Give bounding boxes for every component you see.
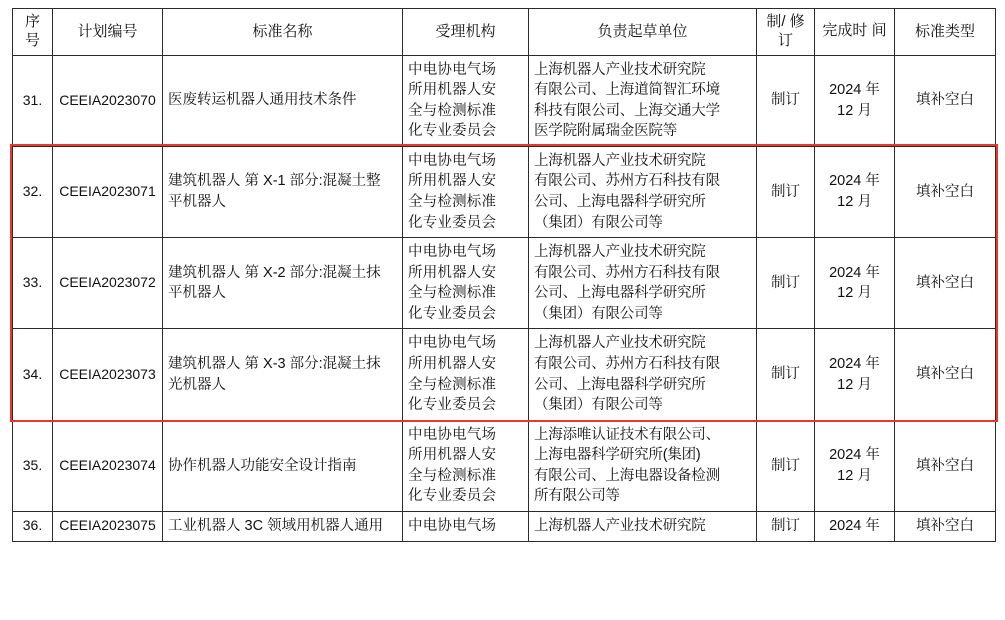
cell-plan-number: CEEIA2023074 [53, 420, 163, 511]
table-row [13, 512, 996, 542]
cell-accepting-org: 中电协电气场 所用机器人安 全与检测标准 化专业委员会 [403, 329, 529, 420]
column-header-completion-date: 完成时 间 [815, 9, 895, 56]
cell-standard-name: 建筑机器人 第 X-3 部分:混凝土抹 光机器人 [163, 329, 403, 420]
column-header-standard-class: 标准类型 [895, 9, 996, 56]
cell-drafting-units: 上海机器人产业技术研究院 有限公司、苏州方石科技有限 公司、上海电器科学研究所 （集团）有限公司等 [529, 329, 757, 420]
table-row [13, 420, 996, 511]
cell-plan-number: CEEIA2023071 [53, 146, 163, 237]
column-header-plan-number: 计划编号 [53, 9, 163, 56]
cell-standard-name: 协作机器人功能安全设计指南 [163, 420, 403, 511]
cell-completion-date: 2024 年 12 月 [815, 146, 895, 237]
cell-seq: 32. [13, 146, 53, 237]
cell-drafting-units: 上海机器人产业技术研究院 有限公司、苏州方石科技有限 公司、上海电器科学研究所 （集团）有限公司等 [529, 238, 757, 329]
cell-standard-class: 填补空白 [895, 420, 996, 511]
cell-completion-date: 2024 年 [815, 512, 895, 542]
cell-type: 制订 [757, 420, 815, 511]
table-header [13, 9, 996, 56]
cell-seq: 33. [13, 238, 53, 329]
cell-seq: 36. [13, 512, 53, 542]
cell-plan-number: CEEIA2023075 [53, 512, 163, 542]
cell-standard-name: 医废转运机器人通用技术条件 [163, 55, 403, 146]
cell-accepting-org: 中电协电气场 [403, 512, 529, 542]
column-header-type: 制/ 修订 [757, 9, 815, 56]
cell-type: 制订 [757, 55, 815, 146]
cell-seq: 35. [13, 420, 53, 511]
cell-accepting-org: 中电协电气场 所用机器人安 全与检测标准 化专业委员会 [403, 238, 529, 329]
column-header-standard-name: 标准名称 [163, 9, 403, 56]
cell-standard-class: 填补空白 [895, 146, 996, 237]
table-row [13, 146, 996, 237]
column-header-drafting-units: 负责起草单位 [529, 9, 757, 56]
cell-completion-date: 2024 年 12 月 [815, 238, 895, 329]
cell-type: 制订 [757, 512, 815, 542]
cell-seq: 31. [13, 55, 53, 146]
cell-completion-date: 2024 年 12 月 [815, 55, 895, 146]
cell-seq: 34. [13, 329, 53, 420]
cell-type: 制订 [757, 329, 815, 420]
cell-standard-name: 建筑机器人 第 X-2 部分:混凝土抹 平机器人 [163, 238, 403, 329]
cell-standard-class: 填补空白 [895, 512, 996, 542]
cell-plan-number: CEEIA2023073 [53, 329, 163, 420]
column-header-seq: 序 号 [13, 9, 53, 56]
cell-drafting-units: 上海添唯认证技术有限公司、 上海电器科学研究所(集团) 有限公司、上海电器设备检测 所有限公司等 [529, 420, 757, 511]
cell-drafting-units: 上海机器人产业技术研究院 [529, 512, 757, 542]
column-header-accepting-org: 受理机构 [403, 9, 529, 56]
cell-accepting-org: 中电协电气场 所用机器人安 全与检测标准 化专业委员会 [403, 420, 529, 511]
cell-accepting-org: 中电协电气场 所用机器人安 全与检测标准 化专业委员会 [403, 146, 529, 237]
table-body [13, 55, 996, 541]
table-row [13, 238, 996, 329]
cell-completion-date: 2024 年 12 月 [815, 329, 895, 420]
cell-standard-name: 工业机器人 3C 领域用机器人通用 [163, 512, 403, 542]
table-row [13, 329, 996, 420]
cell-plan-number: CEEIA2023072 [53, 238, 163, 329]
cell-standard-class: 填补空白 [895, 329, 996, 420]
cell-standard-class: 填补空白 [895, 238, 996, 329]
cell-standard-name: 建筑机器人 第 X-1 部分:混凝土整 平机器人 [163, 146, 403, 237]
cell-accepting-org: 中电协电气场 所用机器人安 全与检测标准 化专业委员会 [403, 55, 529, 146]
cell-drafting-units: 上海机器人产业技术研究院 有限公司、上海道简智汇环境 科技有限公司、上海交通大学 医学院附属瑞金医院等 [529, 55, 757, 146]
standards-plan-table [12, 8, 996, 542]
cell-standard-class: 填补空白 [895, 55, 996, 146]
cell-completion-date: 2024 年 12 月 [815, 420, 895, 511]
cell-type: 制订 [757, 238, 815, 329]
table-row [13, 55, 996, 146]
table-header-row [13, 9, 996, 56]
cell-type: 制订 [757, 146, 815, 237]
cell-drafting-units: 上海机器人产业技术研究院 有限公司、苏州方石科技有限 公司、上海电器科学研究所 （集团）有限公司等 [529, 146, 757, 237]
cell-plan-number: CEEIA2023070 [53, 55, 163, 146]
